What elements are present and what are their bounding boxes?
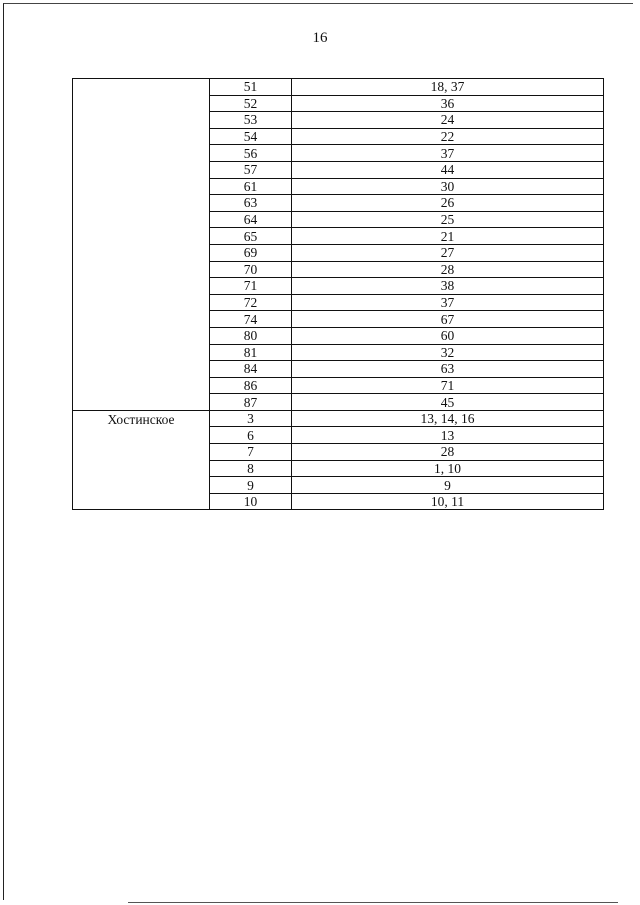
- table-row: [73, 79, 604, 96]
- plot-numbers-cell: 38: [292, 278, 604, 295]
- quarter-number-cell: 51: [210, 79, 292, 96]
- quarter-number-cell: 74: [210, 311, 292, 328]
- plot-numbers-cell: 32: [292, 344, 604, 361]
- quarter-number-cell: 61: [210, 178, 292, 195]
- quarter-number-cell: 6: [210, 427, 292, 444]
- quarter-number-cell: 64: [210, 211, 292, 228]
- plot-numbers-cell: 9: [292, 477, 604, 494]
- quarter-number-cell: 65: [210, 228, 292, 245]
- quarter-number-cell: 70: [210, 261, 292, 278]
- bottom-edge-line: [128, 902, 618, 903]
- district-name-cell: Хостинское: [73, 410, 210, 510]
- table-body: [73, 79, 604, 510]
- quarter-number-cell: 7: [210, 444, 292, 461]
- plot-numbers-cell: 60: [292, 327, 604, 344]
- plot-numbers-cell: 36: [292, 95, 604, 112]
- district-name-cell: [73, 79, 210, 411]
- quarter-number-cell: 3: [210, 410, 292, 427]
- plot-numbers-cell: 13, 14, 16: [292, 410, 604, 427]
- plot-numbers-cell: 13: [292, 427, 604, 444]
- plot-numbers-cell: 25: [292, 211, 604, 228]
- quarter-number-cell: 87: [210, 394, 292, 411]
- plot-numbers-cell: 30: [292, 178, 604, 195]
- plot-numbers-cell: 22: [292, 128, 604, 145]
- plot-numbers-cell: 24: [292, 112, 604, 129]
- quarter-number-cell: 9: [210, 477, 292, 494]
- quarter-number-cell: 72: [210, 294, 292, 311]
- plot-numbers-cell: 10, 11: [292, 493, 604, 510]
- quarter-number-cell: 86: [210, 377, 292, 394]
- plot-numbers-cell: 1, 10: [292, 460, 604, 477]
- quarter-number-cell: 80: [210, 327, 292, 344]
- plot-numbers-cell: 26: [292, 195, 604, 212]
- quarter-number-cell: 10: [210, 493, 292, 510]
- quarter-number-cell: 71: [210, 278, 292, 295]
- quarter-number-cell: 56: [210, 145, 292, 162]
- table-row: [73, 410, 604, 427]
- plot-numbers-cell: 37: [292, 294, 604, 311]
- data-table: [72, 78, 604, 510]
- page-number: 16: [312, 30, 328, 46]
- plot-numbers-cell: 37: [292, 145, 604, 162]
- plot-numbers-cell: 28: [292, 444, 604, 461]
- quarter-number-cell: 8: [210, 460, 292, 477]
- plot-numbers-cell: 67: [292, 311, 604, 328]
- plot-numbers-cell: 63: [292, 361, 604, 378]
- plot-numbers-cell: 45: [292, 394, 604, 411]
- plot-numbers-cell: 27: [292, 244, 604, 261]
- quarter-number-cell: 63: [210, 195, 292, 212]
- plot-numbers-cell: 71: [292, 377, 604, 394]
- quarter-number-cell: 53: [210, 112, 292, 129]
- plot-numbers-cell: 28: [292, 261, 604, 278]
- quarter-number-cell: 54: [210, 128, 292, 145]
- plot-numbers-cell: 21: [292, 228, 604, 245]
- plot-numbers-cell: 18, 37: [292, 79, 604, 96]
- quarter-number-cell: 52: [210, 95, 292, 112]
- quarter-number-cell: 57: [210, 161, 292, 178]
- plot-numbers-cell: 44: [292, 161, 604, 178]
- quarter-number-cell: 84: [210, 361, 292, 378]
- quarter-number-cell: 69: [210, 244, 292, 261]
- quarter-number-cell: 81: [210, 344, 292, 361]
